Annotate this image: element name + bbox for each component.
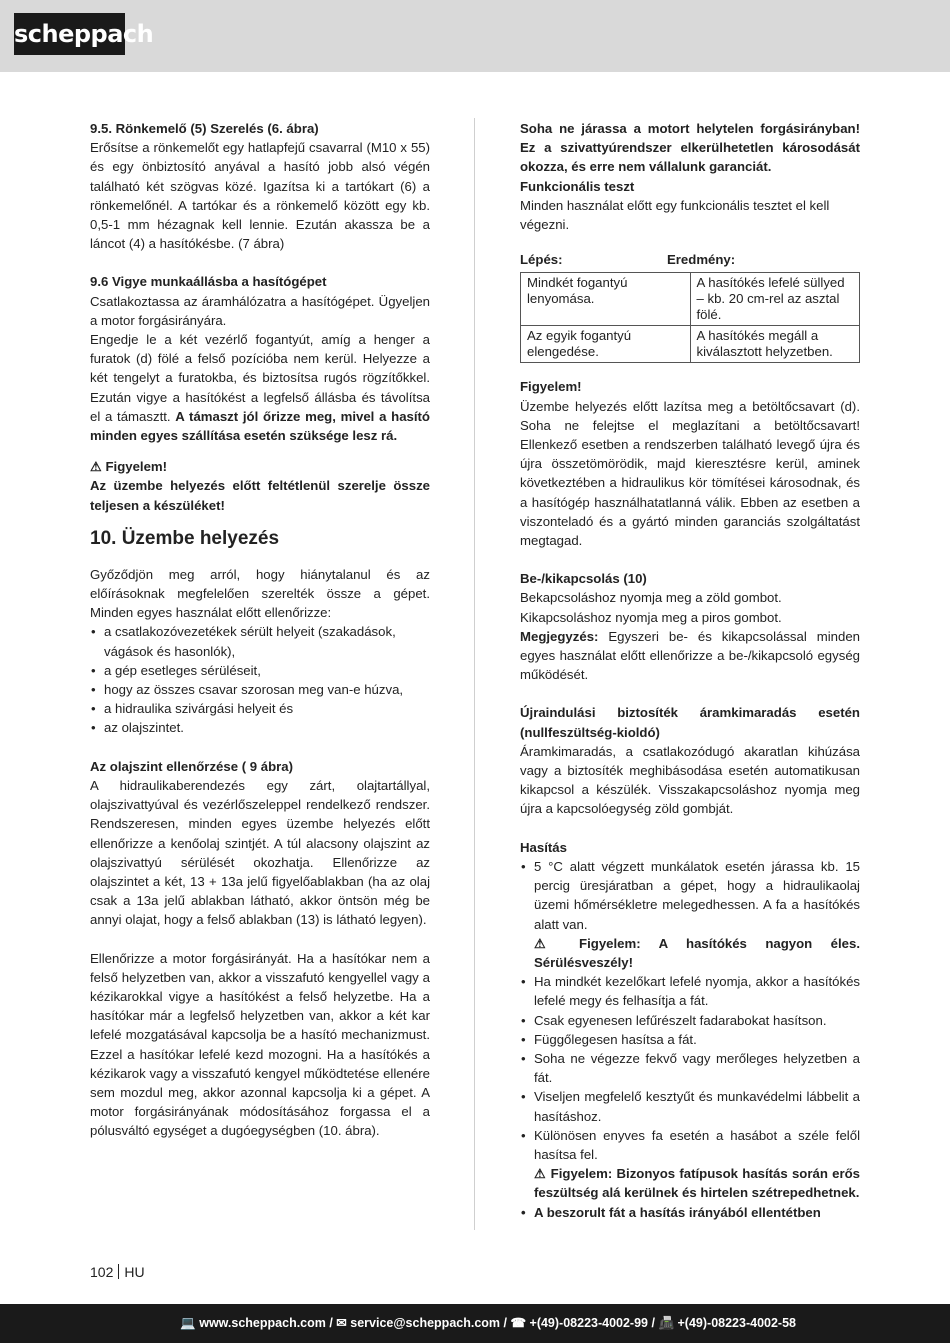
section-9-6-title: 9.6 Vigye munkaállásba a hasítógépet [90, 274, 327, 290]
oil-level-body: A hidraulikaberendezés egy zárt, olajtartállyal, olajszivattyúval és vezérlőszeleppel rendelkező rendszer. Rendszeresen, minden egyes üzembe helyezés előtt ellenőrizze a kenőolaj szintjét. A túl alacsony olajszint az olajszivattyú sérülését okozhatja. Ellenőrizze az olajszintet a két, 13 + 13a jelű figyelőablakban (ha az olaj csak a 13a jelű ablakban látható, akkor öntsön még be annyi olajat, hogy a felső ablakban (13) is látható legyen). [90, 777, 430, 928]
list-item: • Soha ne végezze fekvő vagy merőleges helyzetben a fát. [520, 1049, 860, 1087]
split-warning-1: ⚠ Figyelem: A hasítókés nagyon éles. Sérülésveszély! [534, 935, 860, 970]
list-item: • az olajszintet. [90, 718, 430, 737]
table-cell: A hasítókés lefelé süllyed – kb. 20 cm-rel az asztal fölé. [690, 273, 860, 326]
restart-title: Újraindulási biztosíték áramkimaradás esetén (nullfeszültség-kioldó) [520, 705, 860, 740]
footer-email: service@scheppach.com [350, 1316, 501, 1330]
section-9-6-bold: A támaszt jól őrizze meg, mivel a hasító minden egyes szállítása esetén szüksége lesz rá. [90, 408, 430, 444]
table-row [521, 273, 860, 326]
list-item [520, 857, 860, 972]
table-head-step: Lépés: [520, 252, 563, 268]
list-item: • hogy az összes csavar szorosan meg van-e húzva, [90, 680, 430, 699]
test-table-header [520, 250, 860, 269]
email-icon: ✉ [336, 1316, 347, 1330]
page-number-value: 102 [90, 1264, 114, 1280]
section-10-list [90, 622, 430, 737]
table-cell: A hasítókés megáll a kiválasztott helyzetben. [690, 326, 860, 363]
list-item: • Ha mindkét kezelőkart lefelé nyomja, akkor a hasítókés lefelé megy és felhasítja a fát. [520, 972, 860, 1010]
motor-direction-body: Ellenőrizze a motor forgásirányát. Ha a hasítókar nem a felső helyzetben van, akkor a visszafutó kengyellel vagy a kézikarokkal vigye a hasítókést a felső helyzetbe. Ha a hasítókar már a legfelső helyzetben van, akkor a két kar lefelé mozgatásával kapcsolja be a hasító mechanizmust. Ezzel a hasítókar lefelé kezd mozogni. Ha a hasítókés a kézikarok vagy a visszafutó kengyel működtetése ellenére sem mozdul meg, akkor azonnal kapcsolja ki a gépet. A motor forgásirányának módosításához forgassa el a pólusváltó egységet a dugóegységben (10. ábra). [90, 950, 430, 1139]
function-test-table [520, 272, 860, 363]
warning-body: Az üzembe helyezés előtt feltétlenül szerelje össze teljesen a készüléket! [90, 478, 430, 513]
section-9-5-body: Erősítse a rönkemelőt egy hatlapfejű csavarral (M10 x 55) és egy önbiztosító anyával a hasító jobb alsó végén található két szögvas közé. Igazítsa ki a tartókart (6) a rönkemelőnél. A tartókar és a rönkemelő között egy kb. 0,5-1 mm hézagnak kell lennie. Ezután akassza be a láncot (4) a hasítókésbe. (7 ábra) [90, 140, 430, 252]
section-10-title: 10. Üzembe helyezés [90, 527, 280, 549]
section-9-5-title: 9.5. Rönkemelő (5) Szerelés (6. ábra) [90, 121, 319, 136]
section-10-intro: Győződjön meg arról, hogy hiánytalanul és az előírásoknak megfelelően szerelték össze a gépet. Minden egyes használat előtt ellenőrizze: [90, 566, 430, 621]
warning-2-body: Üzembe helyezés előtt lazítsa meg a betöltőcsavart (d). Soha ne felejtse el meglazítani a betöltőcsavart! Ellenkező esetben a rendszerben található levegő újra és újra összetömörödik, majd kieresztésre kerül, aminek következtében a hidraulikus kör tömítései károsodnak, és a hasítógép használhatatlanná válik. Ebben az esetben a viszonteladó és a gyártó minden garanciás szolgáltatást megtagad. [520, 398, 860, 549]
function-test-body: Minden használat előtt egy funkcionális tesztet el kell végezni. [520, 197, 830, 233]
splitting-list [520, 857, 860, 1222]
restart-body: Áramkimaradás, a csatlakozódugó akaratlan kihúzása vagy a biztosíték meghibásodása esetén automatikusan kikapcsol a készülék. Visszakapcsoláshoz nyomja meg újra a kapcsolóegység zöld gombját. [520, 743, 860, 817]
splitting-title: Hasítás [520, 839, 567, 855]
warning-title: ⚠ Figyelem! [90, 459, 168, 475]
section-9-6-text: Engedje le a két vezérlő fogantyút, amíg a henger a furatok (d) fölé a felső pozícióba nem kerül. Helyezze a két tengelyt a furatokba, és biztosítsa rugós rögzítőkkel. Ezután vigye a hasítókést a legfelső állásba és távolítsa el a támasztt. [90, 332, 430, 424]
column-divider [474, 118, 475, 1230]
section-9-6-body-2 [90, 330, 430, 445]
warning-2-title: Figyelem! [520, 379, 582, 395]
list-item: • a hidraulika szivárgási helyeit és [90, 699, 430, 718]
list-item [520, 1126, 860, 1203]
footer-web: www.scheppach.com [199, 1316, 326, 1330]
onoff-line-1: Bekapcsoláshoz nyomja meg a zöld gombot. [520, 590, 782, 606]
page-header [0, 0, 950, 72]
split-item-1: 5 °C alatt végzett munkálatok esetén járassa kb. 15 percig üresjáratban a gépet, hogy a hidraulikaolaj üzemi hőmérsékletre melegedhessen. A fa a hasítókés alatt van. [534, 858, 860, 932]
onoff-line-2: Kikapcsoláshoz nyomja meg a piros gombot. [520, 609, 782, 625]
note-label: Megjegyzés: [520, 628, 599, 644]
right-column [520, 119, 860, 1222]
split-warning-2: ⚠ Figyelem: Bizonyos fatípusok hasítás során erős feszültség alá kerülnek és hirtelen szétrepedhetnek. [534, 1166, 860, 1201]
oil-level-title: Az olajszint ellenőrzése ( 9 ábra) [90, 758, 294, 774]
note-body: Egyszeri be- és kikapcsolással minden egyes használat előtt ellenőrizze a be-/kikapcsoló egység működését. [520, 628, 860, 683]
motor-warning-bold: Soha ne járassa a motort helytelen forgásirányban! Ez a szivattyúrendszer elkerülhetetlen károsodását okozza, és erre nem vállalunk garanciát. [520, 121, 860, 175]
table-row [521, 326, 860, 363]
list-item: • a gép esetleges sérüléseit, [90, 661, 430, 680]
page-number [90, 1264, 145, 1280]
left-column [90, 119, 430, 1141]
phone-icon: ☎ [510, 1316, 527, 1330]
split-item-last-plain: Különösen enyves fa esetén a hasábot a széle felől hasítsa fel. [534, 1127, 860, 1162]
footer-phone: +(49)-08223-4002-99 [529, 1316, 649, 1330]
brand-logo: scheppach [14, 13, 125, 55]
list-item: • Függőlegesen hasítsa a fát. [520, 1030, 860, 1049]
list-item: • Csak egyenesen lefűrészelt fadarabokat hasítson. [520, 1011, 860, 1030]
onoff-note [520, 627, 860, 685]
table-head-result: Eredmény: [667, 252, 736, 268]
table-cell: Mindkét fogantyú lenyomása. [521, 273, 691, 326]
list-item: • Viseljen megfelelő kesztyűt és munkavédelmi lábbelit a hasításhoz. [520, 1087, 860, 1125]
list-item: • a csatlakozóvezetékek sérült helyeit (szakadások, vágások és hasonlók), [90, 622, 430, 660]
function-test-title: Funkcionális teszt [520, 178, 635, 194]
section-9-6-body-1: Csatlakoztassa az áramhálózatra a hasítógépet. Ügyeljen a motor forgásirányára. [90, 293, 430, 328]
onoff-title: Be-/kikapcsolás (10) [520, 571, 647, 587]
footer-fax: +(49)-08223-4002-58 [677, 1316, 796, 1330]
fax-icon: 📠 [658, 1316, 675, 1330]
table-cell: Az egyik fogantyú elengedése. [521, 326, 691, 363]
page-language: HU [124, 1264, 145, 1280]
laptop-icon: 💻 [180, 1316, 196, 1330]
page-footer: 💻 www.scheppach.com / ✉ service@scheppach.com / ☎ +(49)-08223-4002-99 / 📠 +(49)-08223-4002-58 [0, 1304, 950, 1343]
list-item: • A beszorult fát a hasítás irányából ellentétben [520, 1203, 860, 1222]
